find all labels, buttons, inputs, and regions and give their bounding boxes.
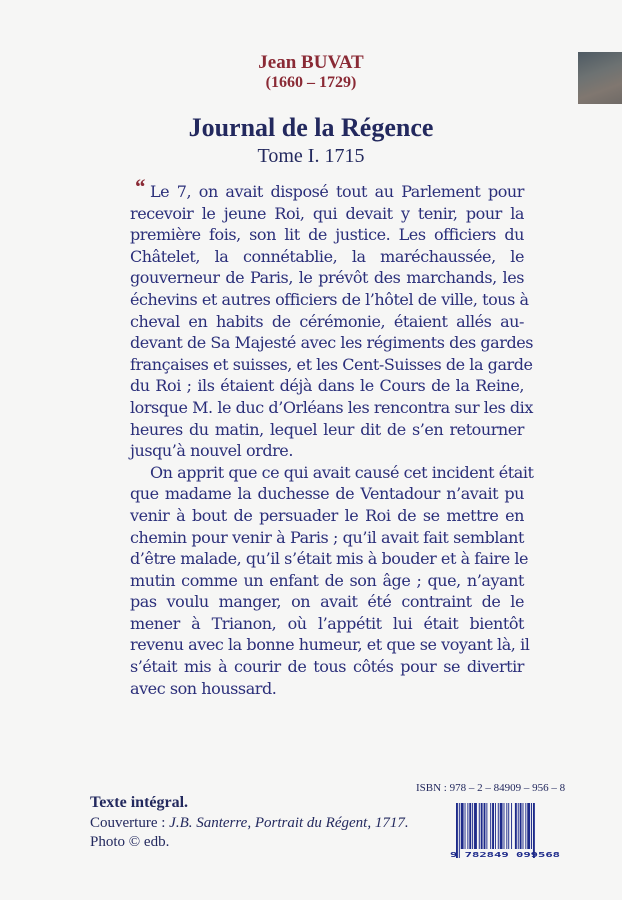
barcode-bar (492, 803, 494, 849)
excerpt-line: lorsque M. le duc d’Orléans les rencontra sur les dix (130, 397, 533, 417)
excerpt-line: s’était mis à courir de tous côtés pour se divertir (130, 657, 524, 677)
barcode-bar (461, 803, 464, 849)
barcode-bar (523, 803, 524, 849)
excerpt-line: devant de Sa Majesté avec les régiments des gardes (130, 333, 534, 353)
barcode-bar (515, 803, 517, 849)
excerpt-line: françaises et suisses, et les Cent-Suisses de la garde (130, 354, 533, 374)
barcode-bar (479, 803, 480, 849)
barcode-bar (518, 803, 519, 849)
barcode-bar (469, 803, 471, 849)
barcode-bar (531, 803, 532, 849)
barcode-bar (490, 803, 491, 849)
excerpt-line: gouverneur de Paris, le prévôt des marchands, les (130, 268, 524, 288)
isbn-label: ISBN : 978 – 2 – 84909 – 956 – 8 (416, 782, 566, 794)
barcode-bar (504, 803, 505, 849)
excerpt-line: pas voulu manger, on avait été contraint de le (130, 592, 524, 612)
excerpt-line: recevoir le jeune Roi, qui devait y tenir, pour la (130, 203, 524, 223)
excerpt-line: heures du matin, lequel leur dit de s’en retourner (130, 419, 524, 439)
excerpt-line: avec son houssard. (130, 678, 277, 698)
excerpt-line: Le 7, on avait disposé tout au Parlement pour (150, 182, 524, 201)
barcode-bar (525, 803, 526, 849)
barcode-bar (527, 803, 530, 849)
excerpt-line: mutin comme un enfant de son âge ; que, n’ayant (130, 570, 524, 590)
author-name: Jean BUVAT (258, 52, 364, 73)
author-dates: (1660 – 1729) (265, 74, 357, 91)
barcode-bar (498, 803, 499, 849)
barcode-bar (481, 803, 483, 849)
excerpt-line: première fois, son lit de justice. Les officiers du (130, 225, 524, 245)
excerpt-line: Châtelet, la connétablie, la maréchaussée, le (130, 246, 524, 266)
excerpt-line: chemin pour venir à Paris ; qu’il avait fait semblant (130, 527, 524, 547)
barcode-bar (508, 803, 509, 849)
barcode-bar (456, 803, 458, 858)
excerpt-line: d’être malade, qu’il s’était mis à bouder et à faire le (130, 549, 529, 569)
book-subtitle: Tome I. 1715 (257, 145, 365, 167)
barcode-bar (472, 803, 473, 849)
full-text-note: Texte intégral. (90, 794, 189, 811)
barcode-bar (474, 803, 477, 849)
excerpt-line: cheval en habits de cérémonie, étaient allés au- (130, 311, 524, 331)
barcode-bar (486, 803, 487, 849)
barcode-bar (500, 803, 503, 849)
barcode-bar (465, 803, 466, 849)
barcode-bar (467, 803, 468, 849)
excerpt-paragraph-2 (130, 462, 534, 700)
barcode-bar (520, 803, 522, 849)
excerpt-line: échevins et autres officiers de l’hôtel de ville, tous à (130, 289, 529, 309)
excerpt-text (130, 181, 534, 699)
excerpt-line: jusqu’à nouvel ordre. (130, 441, 293, 461)
barcode-bar (459, 803, 460, 858)
barcode-bar (495, 803, 496, 849)
cover-credit (90, 815, 409, 832)
barcode-bar (533, 803, 535, 858)
photo-credit: Photo © edb. (90, 834, 170, 850)
excerpt-line: mener à Trianon, où l’appétit lui était bientôt (130, 613, 524, 633)
quote-mark-icon: “ (134, 174, 145, 199)
barcode-bar (511, 803, 512, 849)
book-title: Journal de la Régence (188, 113, 434, 142)
barcode (450, 803, 565, 858)
excerpt-line: revenu avec la bonne humeur, et que se voyant là, il (130, 635, 530, 655)
barcode-graphic (450, 803, 565, 858)
excerpt-paragraph-1 (130, 181, 534, 462)
excerpt-line: On apprit que ce qui avait causé cet incident était (150, 462, 534, 482)
cover-label: Couverture : (90, 815, 170, 831)
excerpt-line: du Roi ; ils étaient déjà dans le Cours de la Reine, (130, 376, 524, 396)
barcode-digits: 9 782849 099568 (450, 851, 560, 858)
barcode-bar (506, 803, 507, 849)
cover-credit-text: J.B. Santerre, Portrait du Régent, 1717. (169, 815, 409, 831)
excerpt-line: que madame la duchesse de Ventadour n’avait pu (130, 484, 524, 504)
excerpt-line: venir à bout de persuader le Roi de se mettre en (130, 505, 524, 525)
barcode-bar (484, 803, 486, 849)
